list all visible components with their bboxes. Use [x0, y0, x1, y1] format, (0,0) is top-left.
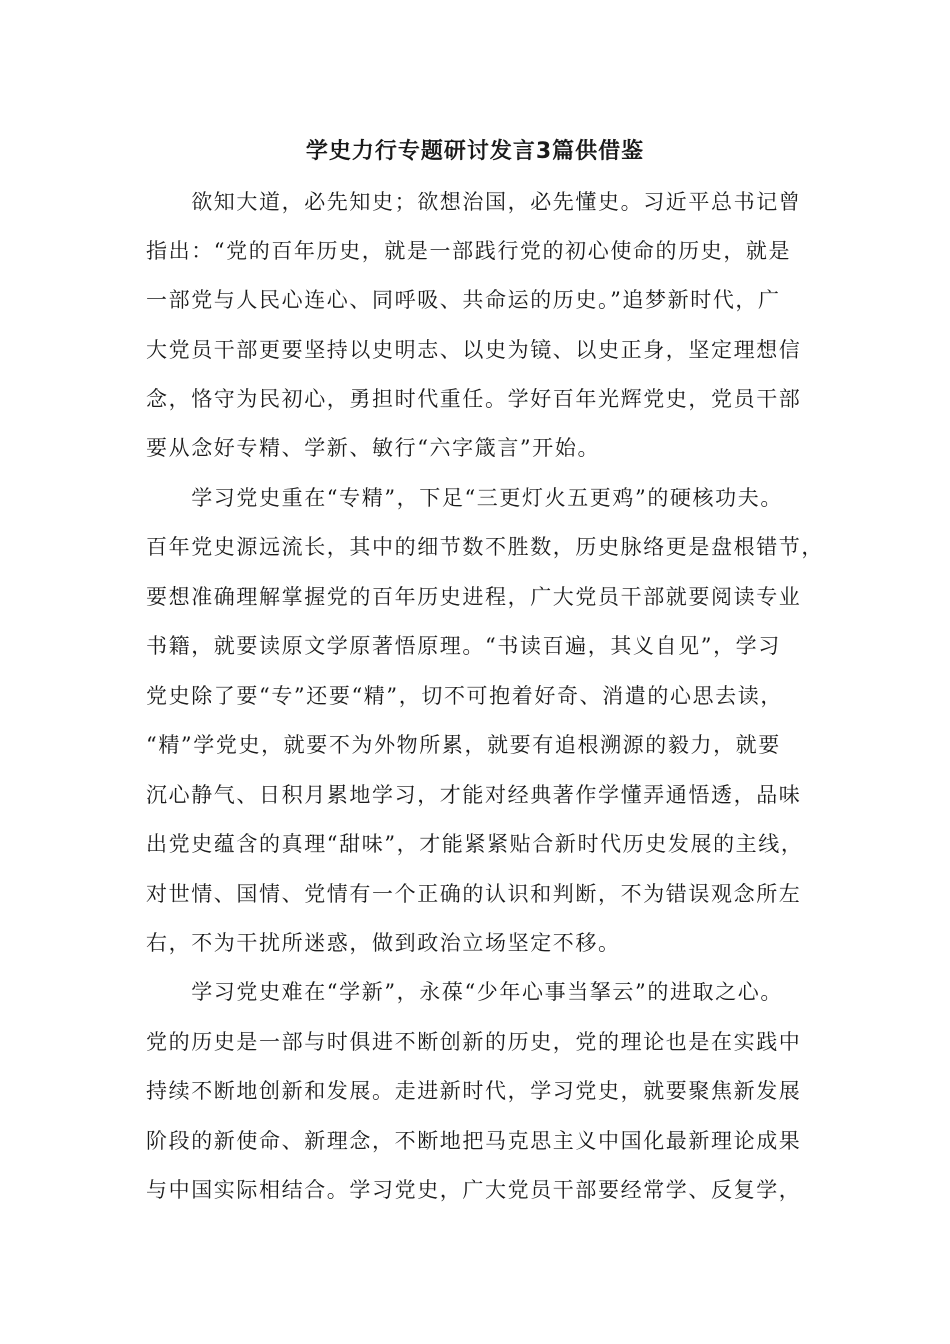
- text-line: 出党史蕴含的真理“甜味”，才能紧紧贴合新时代历史发展的主线，: [146, 832, 804, 856]
- text-line: 阶段的新使命、新理念，不断地把马克思主义中国化最新理论成果: [146, 1129, 802, 1153]
- text-line: 党的历史是一部与时俱进不断创新的历史，党的理论也是在实践中: [146, 1030, 802, 1054]
- text-line: 指出：“党的百年历史，就是一部践行党的初心使命的历史，就是: [146, 239, 792, 263]
- text-line: 与中国实际相结合。学习党史，广大党员干部要经常学、反复学，: [146, 1178, 802, 1202]
- text-line: 持续不断地创新和发展。走进新时代，学习党史，就要聚焦新发展: [146, 1079, 802, 1103]
- text-line: 欲知大道，必先知史；欲想治国，必先懂史。习近平总书记曾: [146, 190, 802, 214]
- text-line: 大党员干部更要坚持以史明志、以史为镜、以史正身，坚定理想信: [146, 338, 802, 362]
- text-line: 念，恪守为民初心，勇担时代重任。学好百年光辉党史，党员干部: [146, 387, 802, 411]
- text-line: 右，不为干扰所迷惑，做到政治立场坚定不移。: [146, 931, 621, 955]
- text-line: 要从念好专精、学新、敏行“六字箴言”开始。: [146, 436, 601, 460]
- text-line: 学习党史难在“学新”，永葆“少年心事当拏云”的进取之心。: [146, 980, 783, 1004]
- text-line: 对世情、国情、党情有一个正确的认识和判断，不为错误观念所左: [146, 882, 802, 906]
- text-line: “精”学党史，就要不为外物所累，就要有追根溯源的毅力，就要: [146, 733, 781, 757]
- text-line: 党史除了要“专”还要“精”，切不可抱着好奇、消遣的心思去读，: [146, 684, 783, 708]
- text-line: 学习党史重在“专精”，下足“三更灯火五更鸡”的硬核功夫。: [146, 486, 783, 510]
- text-line: 书籍，就要读原文学原著悟原理。“书读百遍，其义自见”，学习: [146, 634, 781, 658]
- text-line: 一部党与人民心连心、同呼吸、共命运的历史。”追梦新时代，广: [146, 288, 781, 312]
- text-line: 沉心静气、日积月累地学习，才能对经典著作学懂弄通悟透，品味: [146, 783, 802, 807]
- text-line: 要想准确理解掌握党的百年历史进程，广大党员干部就要阅读专业: [146, 585, 802, 609]
- document-title: 学史力行专题研讨发言3篇供借鉴: [305, 139, 645, 164]
- text-line: 百年党史源远流长，其中的细节数不胜数，历史脉络更是盘根错节，: [146, 535, 824, 559]
